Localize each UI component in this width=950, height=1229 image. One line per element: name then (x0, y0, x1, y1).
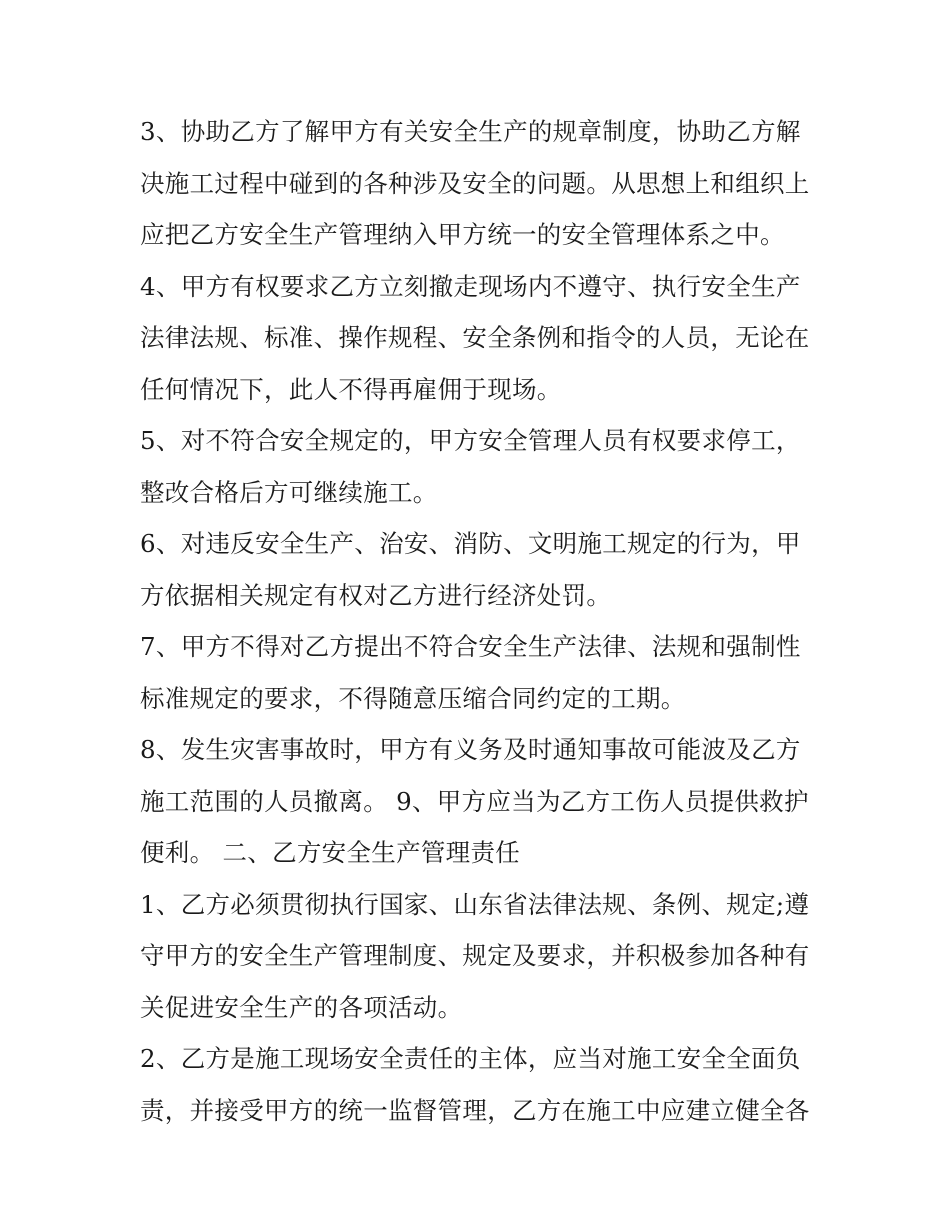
text-line: 决施工过程中碰到的各种涉及安全的问题。从思想上和组织上 (140, 168, 810, 198)
text-line: 5、对不符合安全规定的，甲方安全管理人员有权要求停工， (140, 426, 801, 455)
text-line: 便利。 二、乙方安全生产管理责任 (140, 838, 521, 867)
text-line: 守甲方的安全生产管理制度、规定及要求，并积极参加各种有 (140, 941, 810, 970)
text-line: 8、发生灾害事故时，甲方有义务及时通知事故可能波及乙方 (140, 735, 801, 764)
text-line: 任何情况下，此人不得再雇佣于现场。 (140, 374, 562, 404)
text-line: 施工范围的人员撤离。 9、甲方应当为乙方工伤人员提供救护 (140, 786, 809, 816)
text-line: 方依据相关规定有权对乙方进行经济处罚。 (140, 580, 612, 610)
text-line: 6、对违反安全生产、治安、消防、文明施工规定的行为，甲 (140, 529, 801, 558)
text-line: 4、甲方有权要求乙方立刻撤走现场内不遵守、执行安全生产 (140, 271, 801, 301)
text-line: 关促进安全生产的各项活动。 (140, 992, 463, 1022)
text-line: 整改合格后方可继续施工。 (140, 477, 438, 507)
text-line: 3、协助乙方了解甲方有关安全生产的规章制度，协助乙方解 (140, 117, 801, 146)
text-line: 应把乙方安全生产管理纳入甲方统一的安全管理体系之中。 (140, 220, 785, 249)
text-line: 7、甲方不得对乙方提出不符合安全生产法律、法规和强制性 (140, 632, 801, 661)
text-line: 1、乙方必须贯彻执行国家、山东省法律法规、条例、规定;遵 (140, 889, 810, 919)
text-line: 2、乙方是施工现场安全责任的主体，应当对施工安全全面负 (140, 1044, 801, 1073)
text-line: 责，并接受甲方的统一监督管理，乙方在施工中应建立健全各 (140, 1095, 810, 1125)
text-line: 法律法规、标准、操作规程、安全条例和指令的人员，无论在 (140, 323, 810, 352)
text-line: 标准规定的要求，不得随意压缩合同约定的工期。 (140, 683, 686, 713)
document-body (140, 106, 820, 1136)
